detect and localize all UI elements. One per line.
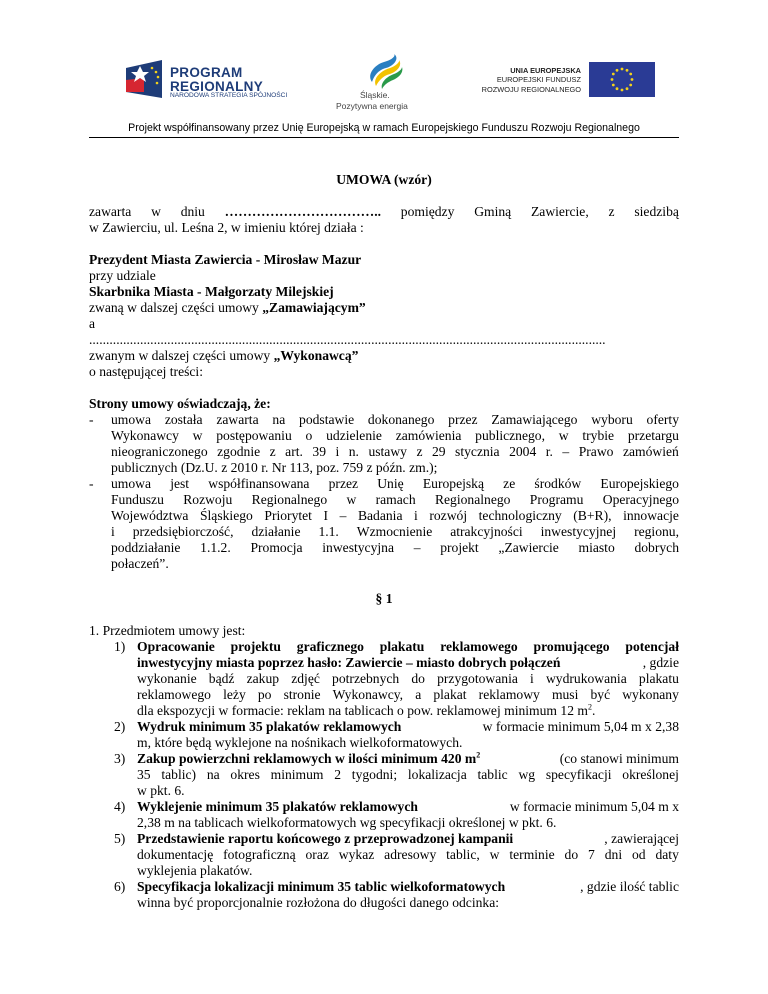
section-1-heading: § 1: [375, 591, 393, 606]
bullet-dash: -: [89, 412, 94, 427]
intro-word: w: [151, 204, 161, 219]
ue-line3: ROZWOJU REGIONALNEGO: [481, 84, 581, 94]
word: Europejską: [422, 476, 484, 491]
bullet-dash: -: [89, 476, 94, 491]
item4-line2: 2,38 m na tablicach wielkoformatowych wg specyfikacji określonej w pkt. 6.: [137, 815, 557, 830]
word: miasto: [578, 540, 615, 555]
word: I: [323, 508, 329, 523]
word: przetargu: [627, 428, 679, 443]
word: projekt: [440, 540, 479, 555]
party2-blank-line: ........................................................................................................................................................: [89, 332, 606, 347]
word: dokonanego: [367, 412, 435, 427]
word: zakup: [246, 671, 280, 686]
word: zdjęć: [291, 671, 320, 686]
item1-line2-rest: , gdzie: [642, 655, 679, 670]
item1-line2: [137, 655, 679, 671]
word: bądź: [208, 671, 235, 686]
statement1-line4: publicznych (Dz.U. z 2010 r. Nr 113, poz. 759 z późn. zm.);: [111, 460, 438, 475]
document-title: UMOWA (wzór): [336, 172, 432, 187]
word: oraz: [305, 847, 329, 862]
word: Zamawiającego: [491, 412, 578, 427]
item1-line5-end: .: [591, 703, 596, 718]
party1-with: przy udziale: [89, 268, 156, 283]
word: n.: [348, 444, 359, 459]
word: jest: [170, 476, 190, 491]
word: do: [564, 847, 579, 862]
program-regionalny-logo: [122, 58, 302, 108]
word: tablic: [477, 767, 508, 782]
word: wydrukowania: [545, 671, 627, 686]
word: podstawie: [299, 412, 355, 427]
word: terminie: [509, 847, 555, 862]
item3-line1-rest: (co stanowi minimum: [559, 751, 679, 766]
word: r.: [545, 444, 553, 459]
word: o: [305, 428, 313, 443]
ue-line2: EUROPEJSKI FUNDUSZ: [496, 75, 581, 85]
word: na: [272, 412, 286, 427]
and-word: a: [89, 316, 96, 331]
intro-line-2: w Zawierciu, ul. Leśna 2, w imieniu której działa :: [89, 220, 364, 235]
item1-slogan: inwestycyjny miasta poprzez hasło: Zawiercie – miasto dobrych połączeń: [137, 655, 561, 670]
item6-line1-rest: , gdzie ilość tablic: [580, 879, 679, 894]
word: przez: [448, 412, 478, 427]
intro-word: Gminą: [474, 204, 512, 219]
word: Rozwoju: [183, 492, 233, 507]
item4-bold: Wyklejenie minimum 35 plakatów reklamowych: [137, 799, 418, 814]
word: potrzebnych: [332, 671, 400, 686]
word: 2: [334, 767, 342, 782]
intro-word: siedzibą: [634, 204, 679, 219]
slaskie-logo-name: Śląskie.: [360, 90, 390, 100]
word: 1.1.: [318, 524, 339, 539]
word: ze: [503, 476, 516, 491]
statement2-line4: [111, 524, 679, 540]
header-divider: [89, 137, 679, 138]
intro-word: Zawiercie,: [530, 204, 589, 219]
word: po: [257, 687, 272, 702]
item1-line5-text: dla ekspozycji w formacie: reklam na tablicach o pow. reklamowej minimum 12 m: [137, 703, 588, 718]
word: umowa: [111, 476, 152, 491]
word: Operacyjnego: [602, 492, 679, 507]
word: Funduszu: [111, 492, 164, 507]
slaskie-logo: [336, 52, 430, 112]
word: wykonany: [622, 687, 679, 702]
word: w: [192, 428, 203, 443]
item2-line1-rest: w formacie minimum 5,04 m x 2,38: [482, 719, 679, 734]
party1-role: „Zamawiającym”: [262, 300, 366, 315]
item5-line3: wyklejenia plakatów.: [137, 863, 253, 878]
word: ustawy: [368, 444, 407, 459]
word: wykonanie: [137, 671, 197, 686]
word: atrakcyjności: [450, 524, 523, 539]
slaskie-waves-icon: [362, 52, 404, 90]
word: musi: [551, 687, 579, 702]
word: stronie: [283, 687, 321, 702]
word: zgodnie: [217, 444, 261, 459]
word: tygodni;: [351, 767, 398, 782]
word: stycznia: [455, 444, 500, 459]
item2-line2: m, które będą wyklejone na nośnikach wielkoformatowych.: [137, 735, 463, 750]
word: Regionalnego: [251, 492, 328, 507]
item3-superscript: 2: [476, 750, 481, 760]
item2-number: 2): [114, 719, 126, 734]
item1-line5: [137, 703, 595, 719]
program-logo-line1: PROGRAM: [170, 65, 243, 80]
word: przygotowania: [437, 671, 518, 686]
word: Unię: [377, 476, 404, 491]
word: 7: [588, 847, 595, 862]
intro-line-1: [89, 204, 679, 220]
item6-line1: [137, 879, 679, 895]
word: daty: [655, 847, 679, 862]
word: Europejskiego: [600, 476, 679, 491]
word: w: [489, 847, 500, 862]
word: postępowaniu: [216, 428, 292, 443]
word: i: [111, 524, 115, 539]
item1-line1: Opracowanie projektu graficznego plakatu reklamowego promującego potencjał: [137, 639, 679, 654]
slaskie-logo-tagline: Pozytywna energia: [336, 101, 408, 111]
word: w: [558, 428, 569, 443]
word: środków: [534, 476, 582, 491]
word: Priorytet: [264, 508, 312, 523]
item3-bold: Zakup powierzchni reklamowych w ilości minimum 420 m: [137, 751, 477, 766]
word: okres: [230, 767, 260, 782]
subject-intro: 1. Przedmiotem umowy jest:: [89, 623, 246, 638]
ue-line1: UNIA EUROPEJSKA: [510, 66, 581, 75]
item3-number: 3): [114, 751, 126, 766]
word: w: [346, 492, 357, 507]
word: zawarta: [216, 412, 259, 427]
word: minimum: [270, 767, 324, 782]
word: określonej: [622, 767, 679, 782]
party1-treasurer: Skarbnika Miasta - Małgorzaty Milejskiej: [89, 284, 334, 299]
word: –: [562, 444, 570, 459]
word: rozwój: [429, 508, 468, 523]
word: oferty: [646, 412, 679, 427]
party2-called-prefix: zwanym w dalszej części umowy: [89, 348, 274, 363]
item5-line2: [137, 847, 679, 863]
word: z: [416, 444, 423, 459]
word: 2004: [509, 444, 537, 459]
word: fotograficzną: [223, 847, 296, 862]
word: inwestycyjnej: [540, 524, 617, 539]
word: ramach: [375, 492, 416, 507]
word: i: [530, 671, 534, 686]
word: Województwa: [111, 508, 189, 523]
word: poddziałanie: [111, 540, 181, 555]
word: adresowy: [384, 847, 437, 862]
word: publicznego,: [475, 428, 546, 443]
party2-role: „Wykonawcą”: [273, 348, 359, 363]
word: Promocja: [250, 540, 303, 555]
item2-bold: Wydruk minimum 35 plakatów reklamowych: [137, 719, 402, 734]
statement1-line2: [111, 428, 679, 444]
eu-flag-icon: [589, 62, 655, 97]
word: dokumentację: [137, 847, 214, 862]
word: być: [590, 687, 611, 702]
word: Wzmocnienie: [356, 524, 433, 539]
party1-name: Prezydent Miasta Zawiercia - Mirosław Mazur: [89, 252, 362, 267]
word: 29: [431, 444, 446, 459]
word: –: [413, 540, 421, 555]
word: specyfikacji: [545, 767, 612, 782]
word: reklamowego: [137, 687, 211, 702]
word: dobrych: [634, 540, 679, 555]
item3-line1: [137, 751, 679, 767]
word: technologiczny: [478, 508, 562, 523]
intro-word: dniu: [180, 204, 205, 219]
item4-number: 4): [114, 799, 126, 814]
word: –: [339, 508, 347, 523]
word: wykaz: [338, 847, 375, 862]
word: art.: [285, 444, 303, 459]
word: od: [631, 847, 646, 862]
word: plakatu: [638, 671, 679, 686]
word: zamówienia: [395, 428, 462, 443]
statement2-line3: [111, 508, 679, 524]
word: przedsiębiorczość,: [132, 524, 234, 539]
statements-heading: Strony umowy oświadczają, że:: [89, 396, 271, 411]
statement2-line1: [111, 476, 679, 492]
word: trybie: [582, 428, 615, 443]
word: reklamowy: [478, 687, 540, 702]
cofinancing-note: Projekt współfinansowany przez Unię Europejską w ramach Europejskiego Funduszu Rozwoju Regionalnego: [128, 122, 640, 134]
word: innowacje: [623, 508, 679, 523]
statement1-line3: [111, 444, 679, 460]
item1-number: 1): [114, 639, 126, 654]
program-regionalny-flag-icon: [122, 58, 166, 102]
word: umowa: [111, 412, 152, 427]
word: i: [335, 444, 340, 459]
word: z: [269, 444, 276, 459]
word: została: [164, 412, 203, 427]
word: zamówień: [622, 444, 679, 459]
word: 1.1.2.: [200, 540, 231, 555]
item1-line3: [137, 671, 679, 687]
word: do: [411, 671, 425, 686]
word: tablic): [161, 767, 197, 782]
word: na: [206, 767, 220, 782]
item5-bold: Przedstawienie raportu końcowego z przeprowadzonej kampanii: [137, 831, 514, 846]
date-placeholder: ……………………………..: [224, 204, 381, 219]
word: współfinansowana: [208, 476, 310, 491]
statement2-line6: połaczeń”.: [111, 556, 169, 571]
program-logo-line3: NARODOWA STRATEGIA SPÓJNOŚCI: [170, 92, 288, 99]
word: Regionalnego: [434, 492, 511, 507]
word: 39: [312, 444, 326, 459]
item3-line2: [137, 767, 679, 783]
item3-line3: w pkt. 6.: [137, 783, 185, 798]
item4-line1: [137, 799, 679, 815]
statement1-line1: [111, 412, 679, 428]
word: a: [415, 687, 422, 702]
item5-line1: [137, 831, 679, 847]
following-text: o następującej treści:: [89, 364, 203, 379]
word: plakat: [433, 687, 467, 702]
item1-line4: [137, 687, 679, 703]
item6-line2: winna być proporcjonalnie rozłożona do długości danego odcinka:: [137, 895, 500, 910]
item2-line1: [137, 719, 679, 735]
word: Wykonawcy: [111, 428, 179, 443]
word: Badania: [357, 508, 403, 523]
ue-fund-label: [455, 66, 581, 94]
word: Śląskiego: [199, 508, 253, 523]
party1-called-prefix: zwaną w dalszej części umowy: [89, 300, 263, 315]
word: przez: [328, 476, 359, 491]
intro-word: zawarta: [89, 204, 132, 219]
word: (B+R),: [573, 508, 612, 523]
item6-bold: Specyfikacja lokalizacji minimum 35 tablic wielkoformatowych: [137, 879, 506, 894]
statement2-line5: [111, 540, 679, 556]
item4-line1-rest: w formacie minimum 5,04 m x: [509, 799, 679, 814]
word: wyboru: [591, 412, 633, 427]
word: lokalizacja: [407, 767, 467, 782]
intro-word: pomiędzy: [400, 204, 455, 219]
intro-word: z: [608, 204, 615, 219]
item6-number: 6): [114, 879, 126, 894]
word: leży: [223, 687, 246, 702]
item1-superscript: 2: [587, 702, 592, 712]
word: i: [414, 508, 418, 523]
word: Prawo: [578, 444, 614, 459]
word: inwestycyjna: [322, 540, 394, 555]
party2-called: [89, 348, 358, 364]
statement2-line2: [111, 492, 679, 508]
word: Programu: [529, 492, 584, 507]
word: „Zawiercie: [498, 540, 559, 555]
word: dni: [604, 847, 623, 862]
word: nieograniczonego: [111, 444, 208, 459]
word: tablic,: [446, 847, 480, 862]
word: działanie: [251, 524, 301, 539]
word: 35: [137, 767, 151, 782]
word: udzielenie: [326, 428, 382, 443]
word: wg: [518, 767, 536, 782]
word: regionu,: [634, 524, 679, 539]
party1-called: [89, 300, 366, 316]
item5-line1-rest: , zawierającej: [604, 831, 679, 846]
item5-number: 5): [114, 831, 126, 846]
word: Wykonawcy,: [332, 687, 404, 702]
program-logo-line2: REGIONALNY: [170, 79, 264, 94]
